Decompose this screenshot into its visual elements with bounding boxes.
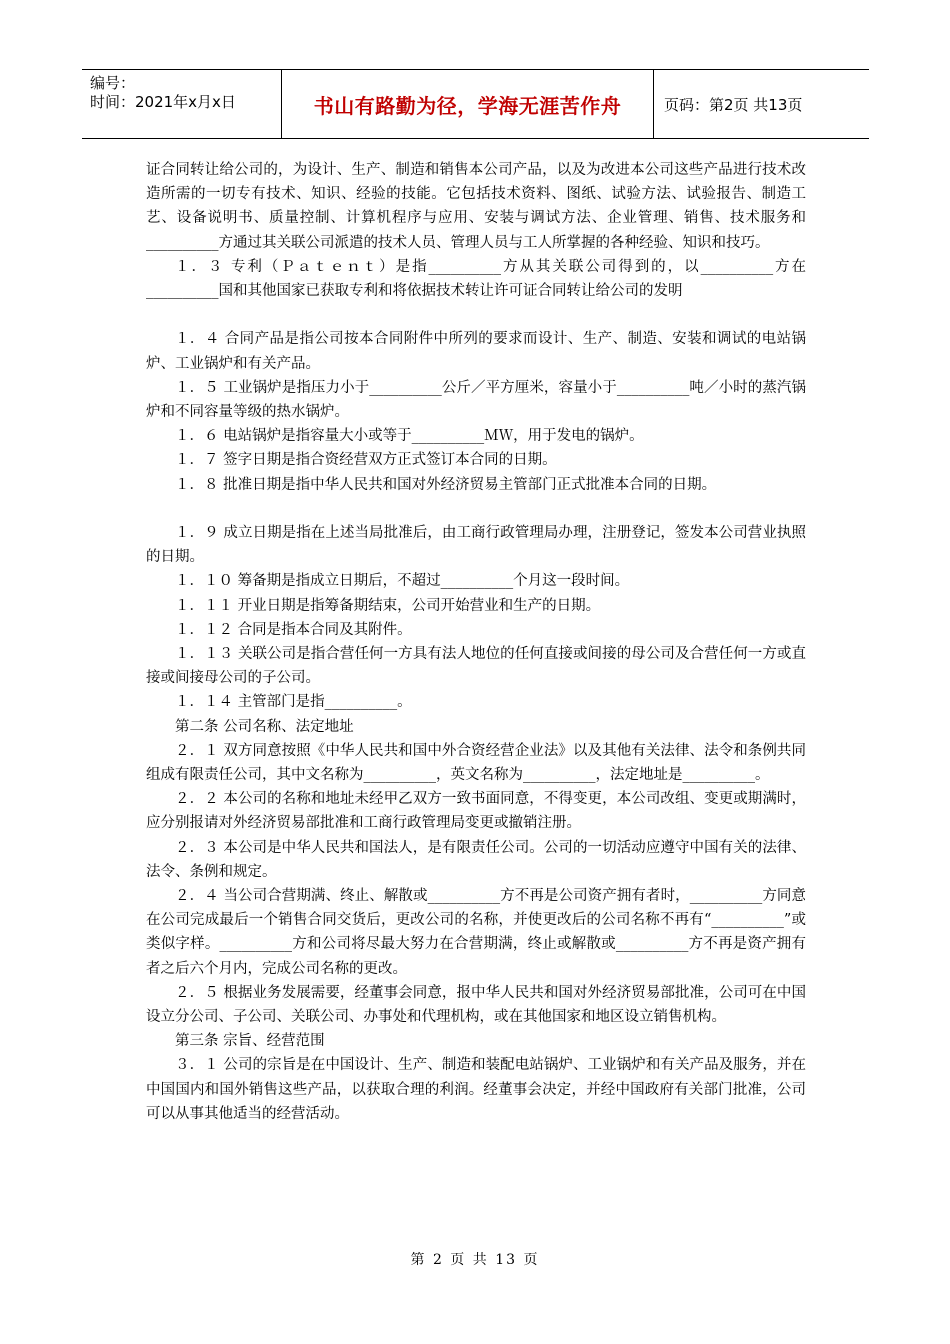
clause-1-13: １．１３ 关联公司是指合营任何一方具有法人地位的任何直接或间接的母公司及合营任何一方或直接或间接母公司的子公司。 [146, 646, 806, 687]
page-header [82, 69, 869, 139]
document-body [146, 158, 806, 1126]
clause-3-1: ３．１ 公司的宗旨是在中国设计、生产、制造和装配电站锅炉、工业锅炉和有关产品及服务，并在中国国内和国外销售这些产品，以获取合理的利润。经董事会决定，并经中国政府有关部门批准，公司可以从事其他适当的经营活动。 [146, 1057, 806, 1122]
clause-1-14: １．１４ 主管部门是指__________。 [175, 694, 412, 711]
clause-1-7: １．７ 签字日期是指合资经营双方正式签订本合同的日期。 [175, 452, 557, 469]
document-number-label: 编号： [90, 74, 136, 92]
clause-2-2: ２．２ 本公司的名称和地址未经甲乙双方一致书面同意，不得变更，本公司改组、变更或期满时，应分别报请对外经济贸易部批准和工商行政管理局变更或撤销注册。 [146, 791, 806, 832]
page-footer: 第 2 页 共 13 页 [410, 1252, 540, 1268]
clause-1-12: １．１２ 合同是指本合同及其附件。 [175, 621, 412, 638]
clause-2-1: ２．１ 双方同意按照《中华人民共和国中外合资经营企业法》以及其他有关法律、法令和条例共同组成有限责任公司，其中文名称为__________，英文名称为__________，法定地址是__________。 [146, 742, 806, 784]
clause-1-8: １．８ 批准日期是指中华人民共和国对外经济贸易主管部门正式批准本合同的日期。 [175, 476, 717, 493]
clause-2-5: ２．５ 根据业务发展需要，经董事会同意，报中华人民共和国对外经济贸易部批准，公司可在中国设立分公司、子公司、关联公司、办事处和代理机构，或在其他国家和地区设立销售机构。 [146, 984, 806, 1026]
clause-1-3: １．３ 专利（Ｐａｔｅｎｔ）是指__________方从其关联公司得到的，以__________方在__________国和其他国家已获取专利和将依据技术转让许可证合同转让给公司的发明 [146, 258, 806, 300]
header-meta [82, 70, 282, 138]
clause-2-3: ２．３ 本公司是中华人民共和国法人，是有限责任公司。公司的一切活动应遵守中国有关的法律、法令、条例和规定。 [146, 839, 806, 880]
clause-1-4: １．４ 合同产品是指公司按本合同附件中所列的要求而设计、生产、制造、安装和调试的电站锅炉、工业锅炉和有关产品。 [146, 331, 806, 372]
header-page-number: 页码：第2页 共13页 [664, 95, 803, 114]
clause-1-9: １．９ 成立日期是指在上述当局批准后，由工商行政管理局办理，注册登记，签发本公司营业执照的日期。 [146, 525, 806, 566]
article-3-heading: 第三条 宗旨、经营范围 [175, 1033, 325, 1050]
paragraph-know-how-continued: 证合同转让给公司的，为设计、生产、制造和销售本公司产品，以及为改进本公司这些产品进行技术改造所需的一切专有技术、知识、经验的技能。它包括技术资料、图纸、试验方法、试验报告、制造工艺、设备说明书、质量控制、计算机程序与应用、安装与调试方法、企业管理、销售、技术服务和__________方通过其关联公司派遣的技术人员、管理人员与工人所掌握的各种经验、知识和技巧。 [146, 162, 806, 251]
clause-2-4: ２．４ 当公司合营期满、终止、解散或__________方不再是公司资产拥有者时，__________方同意在公司完成最后一个销售合同交货后，更改公司的名称，并使更改后的公司名称不再有“__________”或类似字样。__________方和公司将尽最大努力在合营期满，终止或解散或__________方不再是资产拥有者之后六个月内，完成公司名称的更改。 [146, 888, 806, 977]
header-motto: 书山有路勤为径，学海无涯苦作舟 [282, 70, 654, 138]
clause-1-11: １．１１ 开业日期是指筹备期结束，公司开始营业和生产的日期。 [175, 597, 601, 614]
clause-1-6: １．６ 电站锅炉是指容量大小或等于__________ＭＷ，用于发电的锅炉。 [175, 428, 644, 445]
article-2-heading: 第二条 公司名称、法定地址 [175, 718, 354, 735]
clause-1-10: １．１０ 筹备期是指成立日期后，不超过__________个月这一段时间。 [175, 573, 630, 590]
clause-1-5: １．５ 工业锅炉是指压力小于__________公斤／平方厘米，容量小于__________吨／小时的蒸汽锅炉和不同容量等级的热水锅炉。 [146, 379, 806, 421]
document-time-label: 时间：2021年x月x日 [90, 93, 236, 111]
